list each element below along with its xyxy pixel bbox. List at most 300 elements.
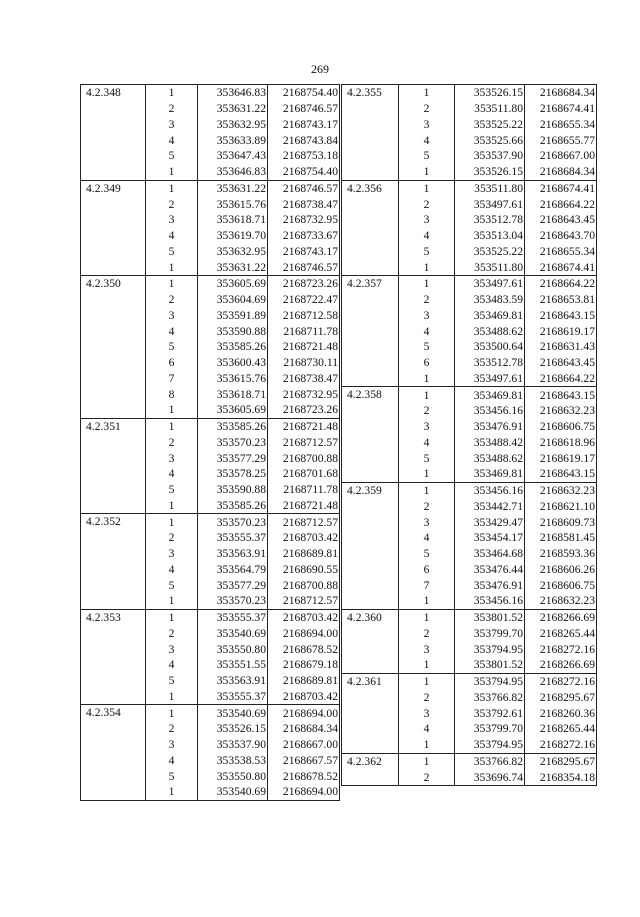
y-coordinate: 2168684.34 [525,85,597,101]
point-number: 1 [399,387,455,403]
table-row [342,641,597,657]
table-row [81,784,340,800]
parcel-id-cell [342,323,399,339]
y-coordinate: 2168723.26 [268,276,340,292]
table-row [81,641,340,657]
point-number: 1 [146,164,198,180]
point-number: 5 [146,148,198,164]
table-row [342,132,597,148]
parcel-id-cell [342,403,399,419]
y-coordinate: 2168664.22 [525,196,597,212]
parcel-id-cell [342,212,399,228]
y-coordinate: 2168678.52 [268,768,340,784]
point-number: 1 [399,466,455,482]
x-coordinate: 353591.89 [198,308,268,324]
x-coordinate: 353766.82 [455,690,525,706]
table-row [342,180,597,196]
point-number: 5 [146,577,198,593]
y-coordinate: 2168354.18 [525,769,597,785]
parcel-id-cell [342,339,399,355]
x-coordinate: 353794.95 [455,673,525,689]
table-row [81,339,340,355]
parcel-id: 4.2.358 [342,387,399,403]
x-coordinate: 353476.44 [455,562,525,578]
parcel-id-cell [342,259,399,275]
parcel-id-cell [81,164,146,180]
table-row [81,705,340,721]
table-row [342,228,597,244]
y-coordinate: 2168721.48 [268,339,340,355]
table-row [342,435,597,451]
x-coordinate: 353525.22 [455,117,525,133]
point-number: 5 [399,546,455,562]
y-coordinate: 2168667.00 [525,148,597,164]
table-row [81,386,340,402]
x-coordinate: 353605.69 [198,402,268,418]
y-coordinate: 2168723.26 [268,402,340,418]
point-number: 1 [399,593,455,609]
x-coordinate: 353537.90 [198,737,268,753]
point-number: 3 [399,705,455,721]
x-coordinate: 353497.61 [455,276,525,292]
table-row [342,387,597,403]
point-number: 1 [146,276,198,292]
table-row [81,689,340,705]
y-coordinate: 2168694.00 [268,784,340,800]
y-coordinate: 2168631.43 [525,339,597,355]
point-number: 1 [146,402,198,418]
y-coordinate: 2168643.45 [525,355,597,371]
x-coordinate: 353570.23 [198,514,268,530]
y-coordinate: 2168712.57 [268,514,340,530]
table-row [342,593,597,609]
x-coordinate: 353792.61 [455,705,525,721]
point-number: 1 [146,784,198,800]
table-row [81,626,340,642]
parcel-id-cell [81,593,146,609]
point-number: 2 [146,292,198,308]
y-coordinate: 2168743.17 [268,117,340,133]
page-number: 269 [311,62,329,76]
point-number: 1 [146,514,198,530]
y-coordinate: 2168619.17 [525,450,597,466]
x-coordinate: 353632.95 [198,117,268,133]
table-body-right [342,85,597,786]
x-coordinate: 353526.15 [455,85,525,101]
y-coordinate: 2168690.55 [268,562,340,578]
table-row [342,85,597,101]
parcel-id-cell [81,530,146,546]
parcel-id-cell [81,466,146,482]
point-number: 3 [399,514,455,530]
point-number: 1 [146,593,198,609]
point-number: 4 [146,323,198,339]
y-coordinate: 2168732.95 [268,212,340,228]
parcel-id-cell [81,148,146,164]
table-row [81,466,340,482]
x-coordinate: 353577.29 [198,577,268,593]
table-row [342,609,597,625]
x-coordinate: 353799.70 [455,626,525,642]
point-number: 1 [399,609,455,625]
x-coordinate: 353537.90 [455,148,525,164]
y-coordinate: 2168694.00 [268,626,340,642]
y-coordinate: 2168689.81 [268,546,340,562]
parcel-id-cell [342,641,399,657]
x-coordinate: 353525.22 [455,244,525,260]
parcel-id-cell [81,386,146,402]
x-coordinate: 353511.80 [455,259,525,275]
parcel-id-cell [342,721,399,737]
parcel-id-cell [342,737,399,753]
y-coordinate: 2168265.44 [525,626,597,642]
parcel-id-cell [81,101,146,117]
parcel-id-cell [81,308,146,324]
x-coordinate: 353500.64 [455,339,525,355]
x-coordinate: 353526.15 [198,721,268,737]
parcel-id-cell [342,626,399,642]
table-row [342,196,597,212]
table-row [342,308,597,324]
y-coordinate: 2168667.00 [268,737,340,753]
x-coordinate: 353540.69 [198,705,268,721]
point-number: 5 [146,244,198,260]
table-row [342,753,597,769]
point-number: 2 [399,101,455,117]
point-number: 1 [399,164,455,180]
point-number: 1 [399,371,455,387]
x-coordinate: 353538.53 [198,753,268,769]
point-number: 4 [146,657,198,673]
x-coordinate: 353456.16 [455,403,525,419]
x-coordinate: 353525.66 [455,132,525,148]
table-row [81,371,340,387]
y-coordinate: 2168738.47 [268,371,340,387]
parcel-id: 4.2.360 [342,609,399,625]
table-row [342,164,597,180]
x-coordinate: 353570.23 [198,593,268,609]
point-number: 1 [146,85,198,101]
y-coordinate: 2168295.67 [525,753,597,769]
x-coordinate: 353585.26 [198,418,268,434]
y-coordinate: 2168674.41 [525,180,597,196]
parcel-id-cell [81,435,146,451]
point-number: 7 [146,371,198,387]
y-coordinate: 2168712.57 [268,435,340,451]
point-number: 5 [146,768,198,784]
table-row [342,546,597,562]
point-number: 2 [399,196,455,212]
parcel-id-cell [342,132,399,148]
x-coordinate: 353633.89 [198,132,268,148]
x-coordinate: 353590.88 [198,482,268,498]
parcel-id: 4.2.351 [81,418,146,434]
x-coordinate: 353563.91 [198,546,268,562]
y-coordinate: 2168689.81 [268,673,340,689]
table-row [342,626,597,642]
parcel-id: 4.2.356 [342,180,399,196]
point-number: 5 [146,673,198,689]
y-coordinate: 2168618.96 [525,435,597,451]
parcel-id-cell [81,657,146,673]
parcel-id-cell [342,690,399,706]
point-number: 1 [399,673,455,689]
table-row [81,546,340,562]
x-coordinate: 353469.81 [455,466,525,482]
table-row [342,276,597,292]
x-coordinate: 353794.95 [455,641,525,657]
table-row [342,769,597,785]
y-coordinate: 2168606.26 [525,562,597,578]
table-row [81,196,340,212]
parcel-id: 4.2.353 [81,609,146,625]
x-coordinate: 353585.26 [198,498,268,514]
x-coordinate: 353469.81 [455,308,525,324]
y-coordinate: 2168272.16 [525,641,597,657]
x-coordinate: 353615.76 [198,371,268,387]
table-row [342,259,597,275]
table-row [81,276,340,292]
point-number: 4 [399,323,455,339]
point-number: 8 [146,386,198,402]
parcel-id-cell [81,721,146,737]
parcel-id: 4.2.361 [342,673,399,689]
y-coordinate: 2168722.47 [268,292,340,308]
table-row [81,753,340,769]
table-row [342,355,597,371]
parcel-id-cell [81,117,146,133]
y-coordinate: 2168606.75 [525,577,597,593]
x-coordinate: 353555.37 [198,609,268,625]
table-row [81,593,340,609]
point-number: 4 [399,228,455,244]
x-coordinate: 353600.43 [198,355,268,371]
table-row [81,228,340,244]
x-coordinate: 353555.37 [198,689,268,705]
parcel-id-cell [342,593,399,609]
point-number: 2 [399,403,455,419]
y-coordinate: 2168678.52 [268,641,340,657]
y-coordinate: 2168721.48 [268,498,340,514]
parcel-id-cell [342,117,399,133]
x-coordinate: 353442.71 [455,499,525,515]
y-coordinate: 2168701.68 [268,466,340,482]
table-row [81,85,340,101]
parcel-id-cell [81,323,146,339]
y-coordinate: 2168730.11 [268,355,340,371]
point-number: 6 [399,355,455,371]
parcel-id-cell [342,769,399,785]
parcel-id-cell [81,562,146,578]
table-row [81,450,340,466]
point-number: 4 [146,132,198,148]
x-coordinate: 353631.22 [198,180,268,196]
point-number: 3 [146,308,198,324]
point-number: 5 [399,244,455,260]
point-number: 5 [399,450,455,466]
point-number: 3 [399,419,455,435]
parcel-id-cell [81,577,146,593]
parcel-id-cell [81,673,146,689]
table-row [81,402,340,418]
table-row [342,244,597,260]
parcel-id: 4.2.350 [81,276,146,292]
point-number: 5 [399,339,455,355]
point-number: 4 [399,132,455,148]
y-coordinate: 2168632.23 [525,482,597,498]
parcel-id-cell [81,768,146,784]
parcel-id-cell [342,164,399,180]
parcel-id-cell [342,371,399,387]
y-coordinate: 2168643.15 [525,308,597,324]
parcel-id-cell [81,737,146,753]
y-coordinate: 2168655.77 [525,132,597,148]
parcel-id: 4.2.349 [81,180,146,196]
y-coordinate: 2168679.18 [268,657,340,673]
y-coordinate: 2168266.69 [525,657,597,673]
parcel-id-cell [81,196,146,212]
x-coordinate: 353766.82 [455,753,525,769]
y-coordinate: 2168593.36 [525,546,597,562]
table-row [81,768,340,784]
y-coordinate: 2168684.34 [268,721,340,737]
x-coordinate: 353540.69 [198,784,268,800]
y-coordinate: 2168754.40 [268,164,340,180]
x-coordinate: 353551.55 [198,657,268,673]
table-row [342,514,597,530]
point-number: 5 [146,339,198,355]
x-coordinate: 353605.69 [198,276,268,292]
table-row [342,292,597,308]
x-coordinate: 353488.62 [455,450,525,466]
y-coordinate: 2168732.95 [268,386,340,402]
y-coordinate: 2168674.41 [525,101,597,117]
parcel-id: 4.2.348 [81,85,146,101]
parcel-id-cell [342,705,399,721]
point-number: 2 [146,196,198,212]
y-coordinate: 2168711.78 [268,482,340,498]
x-coordinate: 353488.42 [455,435,525,451]
y-coordinate: 2168712.58 [268,308,340,324]
parcel-id-cell [342,228,399,244]
x-coordinate: 353585.26 [198,339,268,355]
table-row [342,371,597,387]
table-row [81,482,340,498]
point-number: 2 [146,626,198,642]
table-row [342,323,597,339]
table-row [342,212,597,228]
x-coordinate: 353631.22 [198,259,268,275]
table-row [81,132,340,148]
table-row [81,737,340,753]
point-number: 1 [146,609,198,625]
y-coordinate: 2168606.75 [525,419,597,435]
x-coordinate: 353497.61 [455,371,525,387]
point-number: 2 [146,435,198,451]
table-row [81,117,340,133]
table-row [81,721,340,737]
table-row [342,148,597,164]
x-coordinate: 353540.69 [198,626,268,642]
x-coordinate: 353799.70 [455,721,525,737]
table-row [342,450,597,466]
x-coordinate: 353512.78 [455,212,525,228]
y-coordinate: 2168653.81 [525,292,597,308]
point-number: 4 [399,530,455,546]
point-number: 3 [399,117,455,133]
table-row [342,117,597,133]
y-coordinate: 2168621.10 [525,499,597,515]
y-coordinate: 2168664.22 [525,276,597,292]
x-coordinate: 353512.78 [455,355,525,371]
x-coordinate: 353577.29 [198,450,268,466]
table-row [342,673,597,689]
y-coordinate: 2168700.88 [268,450,340,466]
y-coordinate: 2168632.23 [525,403,597,419]
point-number: 1 [399,737,455,753]
x-coordinate: 353794.95 [455,737,525,753]
x-coordinate: 353526.15 [455,164,525,180]
point-number: 4 [146,562,198,578]
parcel-id-cell [81,546,146,562]
parcel-id-cell [81,259,146,275]
table-row [81,212,340,228]
table-row [81,180,340,196]
x-coordinate: 353578.25 [198,466,268,482]
table-row [81,577,340,593]
y-coordinate: 2168703.42 [268,689,340,705]
point-number: 1 [399,482,455,498]
parcel-id-cell [342,101,399,117]
x-coordinate: 353570.23 [198,435,268,451]
y-coordinate: 2168265.44 [525,721,597,737]
table-row [342,499,597,515]
x-coordinate: 353604.69 [198,292,268,308]
x-coordinate: 353618.71 [198,212,268,228]
table-row [342,705,597,721]
y-coordinate: 2168746.57 [268,180,340,196]
x-coordinate: 353464.68 [455,546,525,562]
table-row [342,339,597,355]
table-row [342,482,597,498]
y-coordinate: 2168746.57 [268,101,340,117]
point-number: 6 [399,562,455,578]
point-number: 1 [146,689,198,705]
y-coordinate: 2168632.23 [525,593,597,609]
parcel-id-cell [81,244,146,260]
point-number: 1 [146,180,198,196]
y-coordinate: 2168674.41 [525,259,597,275]
parcel-id-cell [81,371,146,387]
parcel-id-cell [81,753,146,769]
parcel-id-cell [342,244,399,260]
table-row [81,244,340,260]
table-row [81,148,340,164]
y-coordinate: 2168700.88 [268,577,340,593]
point-number: 2 [399,769,455,785]
coordinates-table-right [341,84,597,786]
point-number: 3 [146,117,198,133]
point-number: 6 [146,355,198,371]
parcel-id-cell [342,530,399,546]
x-coordinate: 353497.61 [455,196,525,212]
table-row [81,673,340,689]
x-coordinate: 353511.80 [455,101,525,117]
x-coordinate: 353513.04 [455,228,525,244]
parcel-id: 4.2.359 [342,482,399,498]
parcel-id-cell [342,450,399,466]
x-coordinate: 353631.22 [198,101,268,117]
